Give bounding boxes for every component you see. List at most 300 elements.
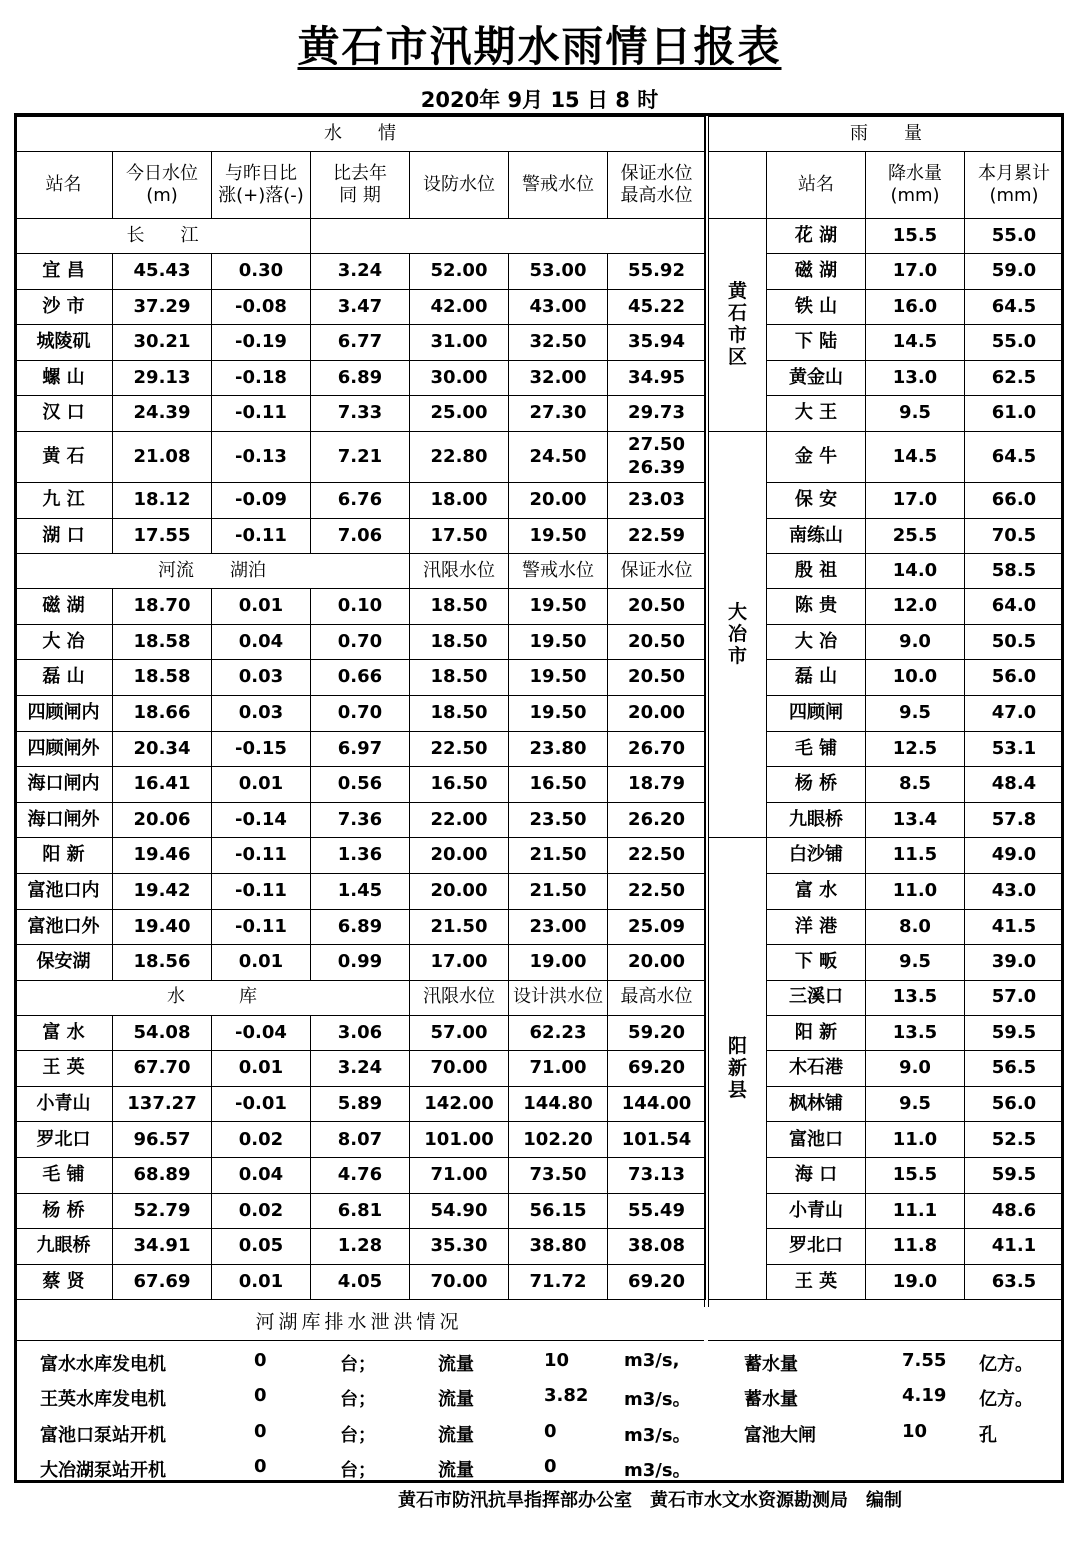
station-name: 汉 口 xyxy=(15,396,113,432)
drainage-flow-label: 流量 xyxy=(438,1389,474,1411)
month-total: 57.8 xyxy=(965,802,1064,838)
defense-level: 17.00 xyxy=(410,945,509,981)
rain-station-name: 大 冶 xyxy=(767,624,866,660)
drainage-unit: 台； xyxy=(340,1354,376,1375)
today-level: 52.79 xyxy=(113,1193,212,1229)
max-level: 22.59 xyxy=(608,518,706,554)
water-section-title: 水 情 xyxy=(15,117,706,152)
diff-level: -0.11 xyxy=(212,518,311,554)
station-name: 杨 桥 xyxy=(15,1193,113,1229)
station-row xyxy=(15,660,706,696)
drainage-flow-unit: m3/s。 xyxy=(624,1459,691,1481)
diff-level: 0.02 xyxy=(212,1193,311,1229)
max-level: 55.49 xyxy=(608,1193,706,1229)
diff-level: -0.19 xyxy=(212,325,311,361)
drainage-row xyxy=(14,1448,1063,1483)
diff-level: -0.18 xyxy=(212,360,311,396)
defense-level: 22.50 xyxy=(410,731,509,767)
drainage-extra-unit: 亿方。 xyxy=(979,1354,1033,1375)
warning-level: 23.50 xyxy=(509,802,608,838)
region-label: 阳新县 xyxy=(709,838,767,1300)
defense-level: 18.50 xyxy=(410,660,509,696)
drainage-row xyxy=(14,1413,1063,1448)
station-name: 海口闸内 xyxy=(15,767,113,803)
header-defense: 设防水位 xyxy=(410,152,509,219)
month-total: 59.5 xyxy=(965,1015,1064,1051)
header-rain: 降水量 (mm) xyxy=(866,152,965,219)
station-row xyxy=(15,431,706,482)
station-row xyxy=(15,767,706,803)
station-row xyxy=(15,1264,706,1300)
diff-level: 0.04 xyxy=(212,624,311,660)
rain-amount: 16.0 xyxy=(866,289,965,325)
lastyear-level: 6.97 xyxy=(311,731,410,767)
diff-level: 0.01 xyxy=(212,1264,311,1300)
rain-amount: 14.5 xyxy=(866,325,965,361)
rain-amount: 9.5 xyxy=(866,695,965,731)
defense-level: 142.00 xyxy=(410,1086,509,1122)
station-row xyxy=(15,909,706,945)
header-flood-limit: 汛限水位 xyxy=(410,554,509,589)
rain-amount: 12.0 xyxy=(866,589,965,625)
station-name: 城陵矶 xyxy=(15,325,113,361)
rain-amount: 17.0 xyxy=(866,254,965,290)
drainage-extra-unit: 亿方。 xyxy=(979,1389,1033,1411)
today-level: 18.58 xyxy=(113,660,212,696)
month-total: 53.1 xyxy=(965,731,1064,767)
station-row xyxy=(15,838,706,874)
drainage-flow-unit: m3/s, xyxy=(624,1350,680,1371)
warning-level: 19.00 xyxy=(509,945,608,981)
rain-station-name: 下 畈 xyxy=(767,945,866,981)
station-name: 螺 山 xyxy=(15,360,113,396)
header-flood-limit: 汛限水位 xyxy=(410,980,509,1015)
month-total: 48.4 xyxy=(965,767,1064,803)
rain-amount: 11.5 xyxy=(866,838,965,874)
lastyear-level: 3.24 xyxy=(311,254,410,290)
station-name: 阳 新 xyxy=(15,838,113,874)
drainage-unit: 台； xyxy=(340,1389,376,1411)
defense-level: 16.50 xyxy=(410,767,509,803)
station-name: 大 冶 xyxy=(15,624,113,660)
month-total: 55.0 xyxy=(965,219,1064,254)
rain-amount: 9.5 xyxy=(866,1086,965,1122)
station-row xyxy=(15,589,706,625)
drainage-flow: 10 xyxy=(544,1350,570,1371)
column-header-row xyxy=(709,152,1064,219)
today-level: 29.13 xyxy=(113,360,212,396)
drainage-name: 富水水库发电机 xyxy=(40,1354,166,1375)
warning-level: 43.00 xyxy=(509,289,608,325)
today-level: 18.58 xyxy=(113,624,212,660)
defense-level: 70.00 xyxy=(410,1051,509,1087)
defense-level: 20.00 xyxy=(410,838,509,874)
defense-level: 101.00 xyxy=(410,1122,509,1158)
warning-level: 23.80 xyxy=(509,731,608,767)
month-total: 41.1 xyxy=(965,1229,1064,1265)
rain-amount: 8.0 xyxy=(866,909,965,945)
today-level: 19.46 xyxy=(113,838,212,874)
rain-station-row xyxy=(709,219,1064,254)
station-row xyxy=(15,945,706,981)
diff-level: -0.13 xyxy=(212,431,311,482)
defense-level: 25.00 xyxy=(410,396,509,432)
rain-station-name: 三溪口 xyxy=(767,980,866,1015)
station-name: 九眼桥 xyxy=(15,1229,113,1265)
header-guarantee: 保证水位 xyxy=(608,554,706,589)
max-level: 45.22 xyxy=(608,289,706,325)
rain-amount: 9.5 xyxy=(866,396,965,432)
lastyear-level: 0.66 xyxy=(311,660,410,696)
warning-level: 62.23 xyxy=(509,1015,608,1051)
station-row xyxy=(15,360,706,396)
lastyear-level: 6.77 xyxy=(311,325,410,361)
today-level: 37.29 xyxy=(113,289,212,325)
defense-level: 18.50 xyxy=(410,695,509,731)
rain-amount: 25.5 xyxy=(866,518,965,554)
month-total: 41.5 xyxy=(965,909,1064,945)
rain-amount: 8.5 xyxy=(866,767,965,803)
lastyear-level: 7.36 xyxy=(311,802,410,838)
rain-station-name: 黄金山 xyxy=(767,360,866,396)
max-level: 20.50 xyxy=(608,660,706,696)
lastyear-level: 0.10 xyxy=(311,589,410,625)
rain-amount: 9.5 xyxy=(866,945,965,981)
month-total: 52.5 xyxy=(965,1122,1064,1158)
diff-level: -0.04 xyxy=(212,1015,311,1051)
lastyear-level: 4.76 xyxy=(311,1158,410,1194)
month-total: 56.5 xyxy=(965,1051,1064,1087)
warning-level: 19.50 xyxy=(509,589,608,625)
region-label: 大冶市 xyxy=(709,431,767,837)
diff-level: 0.01 xyxy=(212,945,311,981)
station-name: 毛 铺 xyxy=(15,1158,113,1194)
month-total: 64.0 xyxy=(965,589,1064,625)
today-level: 20.34 xyxy=(113,731,212,767)
warning-level: 71.00 xyxy=(509,1051,608,1087)
max-level: 69.20 xyxy=(608,1051,706,1087)
lastyear-level: 0.99 xyxy=(311,945,410,981)
lastyear-level: 0.70 xyxy=(311,695,410,731)
max-level: 35.94 xyxy=(608,325,706,361)
drainage-flow-unit: m3/s。 xyxy=(624,1424,691,1446)
header-design-flood: 设计洪水位 xyxy=(509,980,608,1015)
warning-level: 53.00 xyxy=(509,254,608,290)
rain-station-name: 海 口 xyxy=(767,1158,866,1194)
station-name: 宜 昌 xyxy=(15,254,113,290)
max-level: 69.20 xyxy=(608,1264,706,1300)
today-level: 30.21 xyxy=(113,325,212,361)
month-total: 59.0 xyxy=(965,254,1064,290)
drainage-row xyxy=(14,1377,1063,1412)
station-row xyxy=(15,802,706,838)
diff-level: -0.08 xyxy=(212,289,311,325)
max-level: 26.70 xyxy=(608,731,706,767)
header-today: 今日水位 (m) xyxy=(113,152,212,219)
month-total: 58.5 xyxy=(965,554,1064,589)
rivers-label: 河流 湖泊 xyxy=(15,554,410,589)
drainage-extra-label: 蓄水量 xyxy=(744,1354,798,1375)
defense-level: 18.50 xyxy=(410,589,509,625)
lastyear-level: 7.21 xyxy=(311,431,410,482)
max-level: 18.79 xyxy=(608,767,706,803)
max-level: 20.50 xyxy=(608,589,706,625)
rain-station-name: 四顾闸 xyxy=(767,695,866,731)
lastyear-level: 8.07 xyxy=(311,1122,410,1158)
drainage-section xyxy=(14,1305,1063,1482)
today-level: 18.12 xyxy=(113,482,212,518)
drainage-name: 大冶湖泵站开机 xyxy=(40,1459,166,1481)
header-warning: 警戒水位 xyxy=(509,554,608,589)
today-level: 19.40 xyxy=(113,909,212,945)
rain-amount: 15.5 xyxy=(866,1158,965,1194)
max-level: 34.95 xyxy=(608,360,706,396)
drainage-flow-label: 流量 xyxy=(438,1354,474,1375)
today-level: 16.41 xyxy=(113,767,212,803)
station-row xyxy=(15,518,706,554)
diff-level: 0.03 xyxy=(212,695,311,731)
lastyear-level: 6.81 xyxy=(311,1193,410,1229)
rain-station-name: 金 牛 xyxy=(767,431,866,482)
subsection-row xyxy=(15,219,706,254)
month-total: 59.5 xyxy=(965,1158,1064,1194)
station-row xyxy=(15,1229,706,1265)
rain-station-name: 磁 湖 xyxy=(767,254,866,290)
lastyear-level: 1.28 xyxy=(311,1229,410,1265)
defense-level: 30.00 xyxy=(410,360,509,396)
yangtze-label: 长 江 xyxy=(15,219,311,254)
drainage-unit: 台； xyxy=(340,1424,376,1446)
station-row xyxy=(15,873,706,909)
defense-level: 57.00 xyxy=(410,1015,509,1051)
reservoirs-label: 水 库 xyxy=(15,980,410,1015)
report-date: 2020年 9月 15 日 8 时 xyxy=(420,88,659,112)
rain-amount: 13.5 xyxy=(866,1015,965,1051)
lastyear-level: 7.06 xyxy=(311,518,410,554)
max-level: 20.00 xyxy=(608,945,706,981)
defense-level: 21.50 xyxy=(410,909,509,945)
warning-level: 56.15 xyxy=(509,1193,608,1229)
warning-level: 19.50 xyxy=(509,624,608,660)
header-guarantee: 保证水位 最高水位 xyxy=(608,152,706,219)
rain-station-name: 洋 港 xyxy=(767,909,866,945)
drainage-unit: 台； xyxy=(340,1459,376,1481)
today-level: 24.39 xyxy=(113,396,212,432)
rain-amount: 14.5 xyxy=(866,431,965,482)
diff-level: -0.11 xyxy=(212,396,311,432)
rain-station-name: 阳 新 xyxy=(767,1015,866,1051)
month-total: 61.0 xyxy=(965,396,1064,432)
drainage-extra-label: 富池大闸 xyxy=(744,1424,816,1446)
diff-level: 0.03 xyxy=(212,660,311,696)
today-level: 20.06 xyxy=(113,802,212,838)
rain-station-name: 毛 铺 xyxy=(767,731,866,767)
drainage-flow: 3.82 xyxy=(544,1385,589,1407)
rain-amount: 13.0 xyxy=(866,360,965,396)
max-level: 73.13 xyxy=(608,1158,706,1194)
diff-level: -0.11 xyxy=(212,873,311,909)
header-region xyxy=(709,152,767,219)
station-row xyxy=(15,1051,706,1087)
warning-level: 20.00 xyxy=(509,482,608,518)
rain-station-name: 陈 贵 xyxy=(767,589,866,625)
max-level: 26.20 xyxy=(608,802,706,838)
max-level: 20.00 xyxy=(608,695,706,731)
defense-level: 54.90 xyxy=(410,1193,509,1229)
month-total: 48.6 xyxy=(965,1193,1064,1229)
rain-amount: 14.0 xyxy=(866,554,965,589)
defense-level: 22.80 xyxy=(410,431,509,482)
month-total: 47.0 xyxy=(965,695,1064,731)
diff-level: 0.04 xyxy=(212,1158,311,1194)
station-row xyxy=(15,289,706,325)
rain-station-name: 保 安 xyxy=(767,482,866,518)
station-name: 湖 口 xyxy=(15,518,113,554)
defense-level: 20.00 xyxy=(410,873,509,909)
warning-level: 71.72 xyxy=(509,1264,608,1300)
subsection-row xyxy=(15,980,706,1015)
rain-station-name: 小青山 xyxy=(767,1193,866,1229)
rain-amount: 19.0 xyxy=(866,1264,965,1300)
lastyear-level: 4.05 xyxy=(311,1264,410,1300)
station-name: 富 水 xyxy=(15,1015,113,1051)
station-row xyxy=(15,624,706,660)
rain-station-name: 磊 山 xyxy=(767,660,866,696)
drainage-name: 王英水库发电机 xyxy=(40,1389,166,1411)
station-row xyxy=(15,325,706,361)
station-name: 黄 石 xyxy=(15,431,113,482)
lastyear-level: 0.56 xyxy=(311,767,410,803)
diff-level: 0.05 xyxy=(212,1229,311,1265)
today-level: 18.66 xyxy=(113,695,212,731)
station-name: 蔡 贤 xyxy=(15,1264,113,1300)
diff-level: 0.02 xyxy=(212,1122,311,1158)
rain-station-name: 大 王 xyxy=(767,396,866,432)
month-total: 64.5 xyxy=(965,289,1064,325)
defense-level: 17.50 xyxy=(410,518,509,554)
drainage-flow-label: 流量 xyxy=(438,1459,474,1481)
drainage-count: 0 xyxy=(254,1350,267,1371)
defense-level: 42.00 xyxy=(410,289,509,325)
rain-amount: 11.1 xyxy=(866,1193,965,1229)
month-total: 66.0 xyxy=(965,482,1064,518)
region-label: 黄石市区 xyxy=(709,219,767,432)
rain-section-title: 雨 量 xyxy=(709,117,1064,152)
diff-level: 0.01 xyxy=(212,1051,311,1087)
rain-amount: 13.4 xyxy=(866,802,965,838)
defense-level: 31.00 xyxy=(410,325,509,361)
today-level: 45.43 xyxy=(113,254,212,290)
rain-station-name: 铁 山 xyxy=(767,289,866,325)
rain-station-name: 下 陆 xyxy=(767,325,866,361)
rain-amount: 13.5 xyxy=(866,980,965,1015)
station-name: 小青山 xyxy=(15,1086,113,1122)
rain-station-row xyxy=(709,431,1064,482)
warning-level: 16.50 xyxy=(509,767,608,803)
lastyear-level: 0.70 xyxy=(311,624,410,660)
drainage-flow: 0 xyxy=(544,1420,557,1442)
max-level: 101.54 xyxy=(608,1122,706,1158)
warning-level: 23.00 xyxy=(509,909,608,945)
station-name: 富池口内 xyxy=(15,873,113,909)
rain-station-name: 罗北口 xyxy=(767,1229,866,1265)
diff-level: -0.11 xyxy=(212,909,311,945)
rain-amount: 17.0 xyxy=(866,482,965,518)
rain-station-name: 南练山 xyxy=(767,518,866,554)
station-row xyxy=(15,396,706,432)
defense-level: 22.00 xyxy=(410,802,509,838)
today-level: 18.56 xyxy=(113,945,212,981)
defense-level: 18.50 xyxy=(410,624,509,660)
diff-level: -0.09 xyxy=(212,482,311,518)
drainage-count: 0 xyxy=(254,1420,267,1442)
defense-level: 71.00 xyxy=(410,1158,509,1194)
station-row xyxy=(15,482,706,518)
warning-level: 27.30 xyxy=(509,396,608,432)
diff-level: 0.30 xyxy=(212,254,311,290)
rain-station-name: 王 英 xyxy=(767,1264,866,1300)
diff-level: -0.15 xyxy=(212,731,311,767)
month-total: 50.5 xyxy=(965,624,1064,660)
max-level: 29.73 xyxy=(608,396,706,432)
rain-amount: 12.5 xyxy=(866,731,965,767)
drainage-flow-unit: m3/s。 xyxy=(624,1389,691,1411)
station-row xyxy=(15,1086,706,1122)
lastyear-level: 6.76 xyxy=(311,482,410,518)
warning-level: 144.80 xyxy=(509,1086,608,1122)
defense-level: 52.00 xyxy=(410,254,509,290)
today-level: 34.91 xyxy=(113,1229,212,1265)
column-header-row xyxy=(15,152,706,219)
station-row xyxy=(15,695,706,731)
diff-level: 0.01 xyxy=(212,589,311,625)
table-cell xyxy=(311,219,706,254)
max-level: 55.92 xyxy=(608,254,706,290)
lastyear-level: 3.24 xyxy=(311,1051,410,1087)
warning-level: 21.50 xyxy=(509,838,608,874)
max-level: 22.50 xyxy=(608,838,706,874)
rain-station-name: 木石港 xyxy=(767,1051,866,1087)
station-row xyxy=(15,254,706,290)
rain-amount: 9.0 xyxy=(866,624,965,660)
rain-amount: 11.0 xyxy=(866,873,965,909)
station-row xyxy=(15,1158,706,1194)
station-name: 保安湖 xyxy=(15,945,113,981)
rain-amount: 11.8 xyxy=(866,1229,965,1265)
month-total: 63.5 xyxy=(965,1264,1064,1300)
defense-level: 35.30 xyxy=(410,1229,509,1265)
month-total: 70.5 xyxy=(965,518,1064,554)
diff-level: -0.01 xyxy=(212,1086,311,1122)
today-level: 96.57 xyxy=(113,1122,212,1158)
rain-amount: 10.0 xyxy=(866,660,965,696)
today-level: 21.08 xyxy=(113,431,212,482)
drainage-row xyxy=(14,1342,1063,1377)
station-name: 磁 湖 xyxy=(15,589,113,625)
max-level: 25.09 xyxy=(608,909,706,945)
rain-station-name: 枫林铺 xyxy=(767,1086,866,1122)
today-level: 19.42 xyxy=(113,873,212,909)
max-level: 144.00 xyxy=(608,1086,706,1122)
today-level: 17.55 xyxy=(113,518,212,554)
lastyear-level: 5.89 xyxy=(311,1086,410,1122)
station-name: 富池口外 xyxy=(15,909,113,945)
drainage-extra-value: 4.19 xyxy=(902,1385,947,1407)
station-name: 罗北口 xyxy=(15,1122,113,1158)
drainage-extra-value: 10 xyxy=(902,1420,928,1442)
header-lastyear: 比去年 同 期 xyxy=(311,152,410,219)
max-level: 23.03 xyxy=(608,482,706,518)
